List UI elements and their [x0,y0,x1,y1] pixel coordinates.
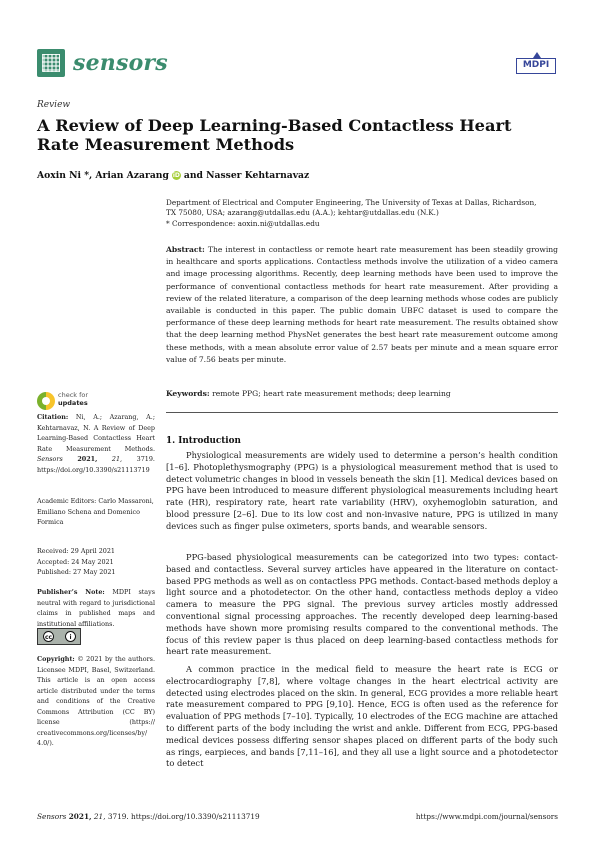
paragraph: A common practice in the medical field to measure the heart rate is ECG or electrocardiography [7,8], where voltage changes in the heart electrical activity are detected using electrodes placed on the skin. In general, ECG provides a more reliable heart rate measurement compared to PPG [9,10]. Hence, ECG is often used as the reference for evaluation of PPG methods [7–10]. Typically, 10 electrodes of the ECG machine are attached to different parts of the body including the wrist and ankle. Different from ECG, PPG-based medical devices possess differing sensor shapes placed on different parts of the body such as rings, earpieces, and bands [7,11–16], and they all use a light source and a photodetector to detect [166,664,558,769]
section-heading: 1. Introduction [166,436,241,446]
journal-name: sensors [73,50,168,76]
cc-license-icon[interactable]: cc i [37,628,81,645]
article-type: Review [37,100,71,110]
abstract: Abstract: The interest in contactless or remote heart rate measurement has been steadily growing in healthcare and sports applications. Contactless methods involve the utilization of a video camera and image processing algorithms. Recently, deep learning methods have been used to improve the performance of conventional contactless methods for heart rate measurement. After providing a review of the related literature, a comparison of the deep learning methods whose codes are publicly available is conducted in this paper. The public domain UBFC dataset is used to compare the performance of these deep learning methods for heart rate measurement. The results obtained show that the deep learning method PhysNet generates the best heart rate measurement outcome among these methods, with a mean absolute error value of 2.57 beats per minute and a mean square error value of 7.56 beats per minute. [166,245,558,364]
check-updates-icon [37,392,55,410]
footer-citation: Sensors 2021, 21, 3719. https://doi.org/10.3390/s21113719 [37,812,260,821]
academic-editors: Academic Editors: Carlo Massaroni, Emiliano Schena and Domenico Formica [37,497,154,526]
footer-url[interactable]: https://www.mdpi.com/journal/sensors [415,812,558,821]
paragraph: PPG-based physiological measurements can be categorized into two types: contact-based and contactless. Several survey articles have appeared in the literature on contact-based PPG methods as well as on contactless PPG methods. Contact-based methods deploy a light source and a photodetector. On the other hand, contactless methods deploy a video camera to measure the PPG signal. The previous survey articles mostly addressed conventional signal processing approaches. The recently developed deep learning-based methods have shown more promising results compared to the conventional methods. The focus of this review paper is thus placed on deep learning-based contactless methods for heart rate measurement. [166,552,558,657]
divider [166,412,558,413]
publisher-note: Publisher’s Note: MDPI stays neutral with regard to jurisdictional claims in published maps and institutional affiliations. [37,588,155,628]
dates: Received: 29 April 2021 Accepted: 24 May 2021 Published: 27 May 2021 [37,547,116,576]
copyright: Copyright: © 2021 by the authors. Licensee MDPI, Basel, Switzerland. This article is an open access article distributed under the terms and conditions of the Creative Commons Attribution (CC BY) license (https:// creativecommons.org/licenses/by/ 4.0/). [37,655,155,747]
author-list: Aoxin Ni *, Arian Azarang iD and Nasser Kehtarnavaz [37,170,310,181]
publisher-logo: MDPI [516,58,556,74]
keywords: Keywords: remote PPG; heart rate measurement methods; deep learning [166,389,451,398]
paragraph: Physiological measurements are widely used to determine a person’s health condition [1–6]. Photoplethysmography (PPG) is a physiological measurement method that is used to detect volumetric changes in blood in vessels beneath the skin [1]. Medical devices based on PPG have been introduced to measure different physiological measurements including heart rate (HR), respiratory rate, heart rate variability (HRV), oxyhemoglobin saturation, and blood pressure [2–6]. Due to its low cost and non-invasive nature, PPG is utilized in many devices such as finger pulse oximeters, sports bands, and wearable sensors. [166,450,558,531]
orcid-icon[interactable]: iD [172,172,180,179]
affiliation: Department of Electrical and Computer Engineering, The University of Texas at Dallas, Richardson, TX 75080, USA; azarang@utdallas.edu (A.A.); kehtar@utdallas.edu (N.K.) * Correspondence: aoxin.ni@utdallas.edu [166,198,537,228]
article-title: A Review of Deep Learning-Based Contactless Heart Rate Measurement Methods [37,116,512,154]
journal-logo-icon [37,49,65,77]
citation: Citation: Ni, A.; Azarang, A.; Kehtarnavaz, N. A Review of Deep Learning-Based Contactless Heart Rate Measurement Methods. Sensors 2021, 21, 3719. https://doi.org/10.3390/s21113719 [37,413,155,474]
